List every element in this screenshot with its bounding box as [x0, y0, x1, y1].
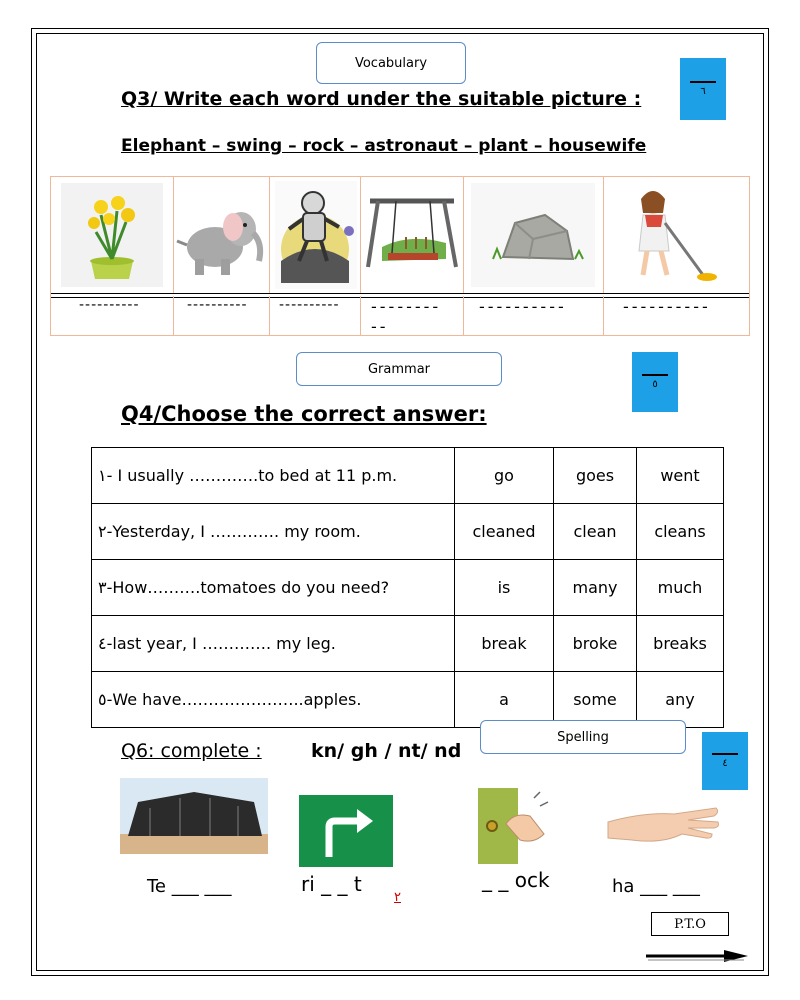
turn-right-sign-picture [299, 795, 393, 867]
option[interactable]: some [554, 672, 637, 728]
teacher-mark: ٢ [394, 890, 401, 905]
vocabulary-score-box [680, 58, 726, 120]
spelling-item[interactable]: _ _ ock [482, 868, 550, 892]
table-row [92, 616, 724, 672]
vocabulary-score: ٦ [700, 86, 706, 97]
housewife-picture [603, 177, 749, 293]
spelling-score: ٤ [722, 758, 728, 769]
q3-title: Q3/ Write each word under the suitable picture : [121, 88, 642, 110]
spelling-item[interactable]: Te ___ ___ [147, 876, 232, 897]
spelling-header: Spelling [480, 720, 686, 754]
q6-title: Q6: complete : [121, 740, 262, 762]
astronaut-cell [269, 177, 361, 293]
cell-border [360, 296, 361, 335]
option[interactable]: break [455, 616, 554, 672]
question-text: ١- I usually ………….to bed at 11 p.m. [92, 448, 455, 504]
option[interactable]: many [554, 560, 637, 616]
q3-word-list: Elephant – swing – rock – astronaut – plant – housewife [121, 136, 647, 156]
rock-picture [463, 177, 603, 293]
question-text: ٣-How……….tomatoes do you need? [92, 560, 455, 616]
option[interactable]: cleaned [455, 504, 554, 560]
answer-blank[interactable]: -------- -- [371, 297, 442, 336]
astronaut-picture [269, 177, 360, 293]
housewife-cell [603, 177, 750, 293]
grammar-table [91, 447, 724, 728]
answer-blank[interactable]: ---------- [279, 297, 340, 313]
elephant-picture [173, 177, 269, 293]
grammar-score: ٥ [652, 379, 658, 390]
question-text: ٤-last year, I …………. my leg. [92, 616, 455, 672]
option[interactable]: much [637, 560, 724, 616]
q4-title: Q4/Choose the correct answer: [121, 402, 487, 426]
q6-letters: kn/ gh / nt/ nd [311, 740, 462, 762]
vocabulary-header: Vocabulary [316, 42, 466, 84]
swing-picture [360, 177, 463, 293]
answer-blank[interactable]: ---------- [79, 297, 140, 313]
swing-cell [360, 177, 464, 293]
vocabulary-picture-table [50, 176, 750, 336]
knock-door-picture [474, 782, 554, 866]
hand-picture [604, 800, 722, 850]
cell-border [463, 296, 464, 335]
answer-blank[interactable]: ---------- [623, 297, 711, 316]
table-row [92, 560, 724, 616]
question-text: ٢-Yesterday, I …………. my room. [92, 504, 455, 560]
elephant-cell [173, 177, 270, 293]
tent-picture [120, 778, 268, 854]
cell-border [603, 296, 604, 335]
cell-border [269, 296, 270, 335]
option[interactable]: cleans [637, 504, 724, 560]
option[interactable]: any [637, 672, 724, 728]
option[interactable]: clean [554, 504, 637, 560]
option[interactable]: goes [554, 448, 637, 504]
arrow-right-icon [644, 946, 750, 966]
answer-blank[interactable]: ---------- [479, 297, 567, 316]
question-text: ٥-We have…………………..apples. [92, 672, 455, 728]
cell-border [173, 296, 174, 335]
option[interactable]: go [455, 448, 554, 504]
option[interactable]: is [455, 560, 554, 616]
spelling-item[interactable]: ri _ _ t [301, 872, 362, 896]
table-row [92, 448, 724, 504]
spelling-item[interactable]: ha ___ ___ [612, 876, 700, 897]
option[interactable]: breaks [637, 616, 724, 672]
plant-picture [51, 177, 173, 293]
spelling-score-box [702, 732, 748, 790]
option[interactable]: a [455, 672, 554, 728]
grammar-header: Grammar [296, 352, 502, 386]
pto-box: P.T.O [651, 912, 729, 936]
rock-cell [463, 177, 604, 293]
option[interactable]: went [637, 448, 724, 504]
answer-blank[interactable]: ---------- [187, 297, 248, 313]
grammar-score-box [632, 352, 678, 412]
plant-cell [51, 177, 174, 293]
table-row [92, 504, 724, 560]
option[interactable]: broke [554, 616, 637, 672]
